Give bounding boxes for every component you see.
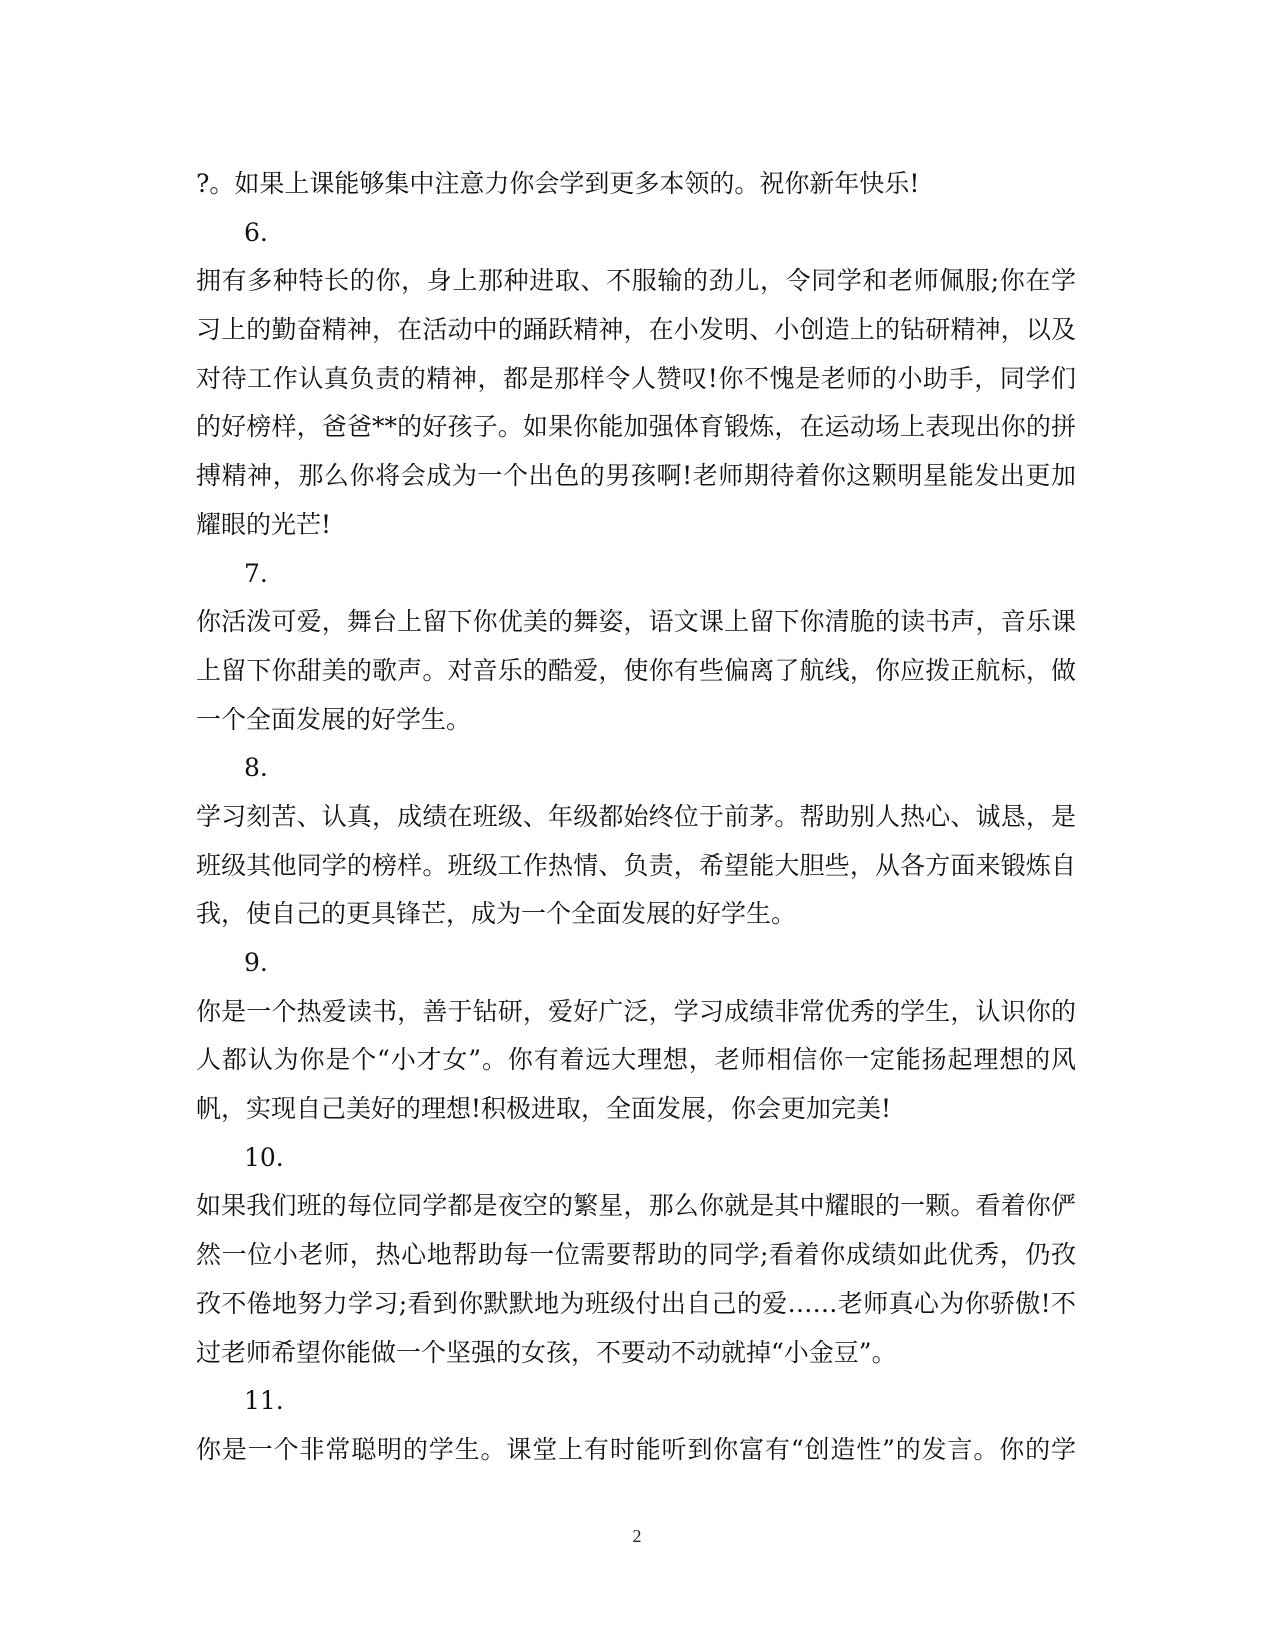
text-line: 耀眼的光芒! [196, 509, 332, 539]
text-line: 一个全面发展的好学生。 [196, 704, 472, 734]
text-line: ?。如果上课能够集中注意力你会学到更多本领的。祝你新年快乐! [196, 169, 920, 198]
text-line: 班级其他同学的榜样。班级工作热情、负责，希望能大胆些，从各方面来锻炼自 [196, 850, 1076, 880]
text-line: 的好榜样，爸爸**的好孩子。如果你能加强体育锻炼，在运动场上表现出你的拼 [196, 412, 1076, 442]
item-number: 7. [244, 558, 268, 588]
text-line: 你是一个非常聪明的学生。课堂上有时能听到你富有“创造性”的发言。你的学 [196, 1434, 1076, 1464]
text-line: 孜不倦地努力学习;看到你默默地为班级付出自己的爱……老师真心为你骄傲!不 [196, 1288, 1076, 1318]
page-number: 2 [632, 1526, 642, 1546]
item-number: 8. [244, 753, 268, 783]
text-line: 我，使自己的更具锋芒，成为一个全面发展的好学生。 [196, 899, 797, 929]
text-line: 学习刻苦、认真，成绩在班级、年级都始终位于前茅。帮助别人热心、诚恳，是 [196, 801, 1076, 831]
text-line: 上留下你甜美的歌声。对音乐的酷爱，使你有些偏离了航线，你应拨正航标，做 [196, 655, 1076, 685]
text-line: 人都认为你是个“小才女”。你有着远大理想，老师相信你一定能扬起理想的风 [196, 1045, 1076, 1075]
text-line: 习上的勤奋精神，在活动中的踊跃精神，在小发明、小创造上的钻研精神，以及 [196, 315, 1076, 345]
item-number: 10. [244, 1142, 284, 1172]
text-line: 对待工作认真负责的精神，都是那样令人赞叹!你不愧是老师的小助手，同学们 [196, 363, 1076, 393]
text-line: 如果我们班的每位同学都是夜空的繁星，那么你就是其中耀眼的一颗。看着你俨 [196, 1191, 1076, 1221]
item-number: 11. [244, 1386, 284, 1416]
text-line: 帆，实现自己美好的理想!积极进取，全面发展，你会更加完美! [196, 1094, 892, 1124]
item-number: 9. [244, 948, 268, 977]
text-line: 拥有多种特长的你，身上那种进取、不服输的劲儿，令同学和老师佩服;你在学 [196, 266, 1076, 296]
document-body [196, 160, 1076, 1475]
text-line: 搏精神，那么你将会成为一个出色的男孩啊!老师期待着你这颗明星能发出更加 [196, 461, 1076, 491]
text-line: 过老师希望你能做一个坚强的女孩，不要动不动就掉“小金豆”。 [196, 1337, 897, 1367]
text-line: 你是一个热爱读书，善于钻研，爱好广泛，学习成绩非常优秀的学生，认识你的 [196, 996, 1076, 1026]
text-line: 然一位小老师，热心地帮助每一位需要帮助的同学;看着你成绩如此优秀，仍孜 [196, 1240, 1076, 1270]
item-number: 6. [244, 217, 268, 247]
text-line: 你活泼可爱，舞台上留下你优美的舞姿，语文课上留下你清脆的读书声，音乐课 [196, 607, 1076, 637]
